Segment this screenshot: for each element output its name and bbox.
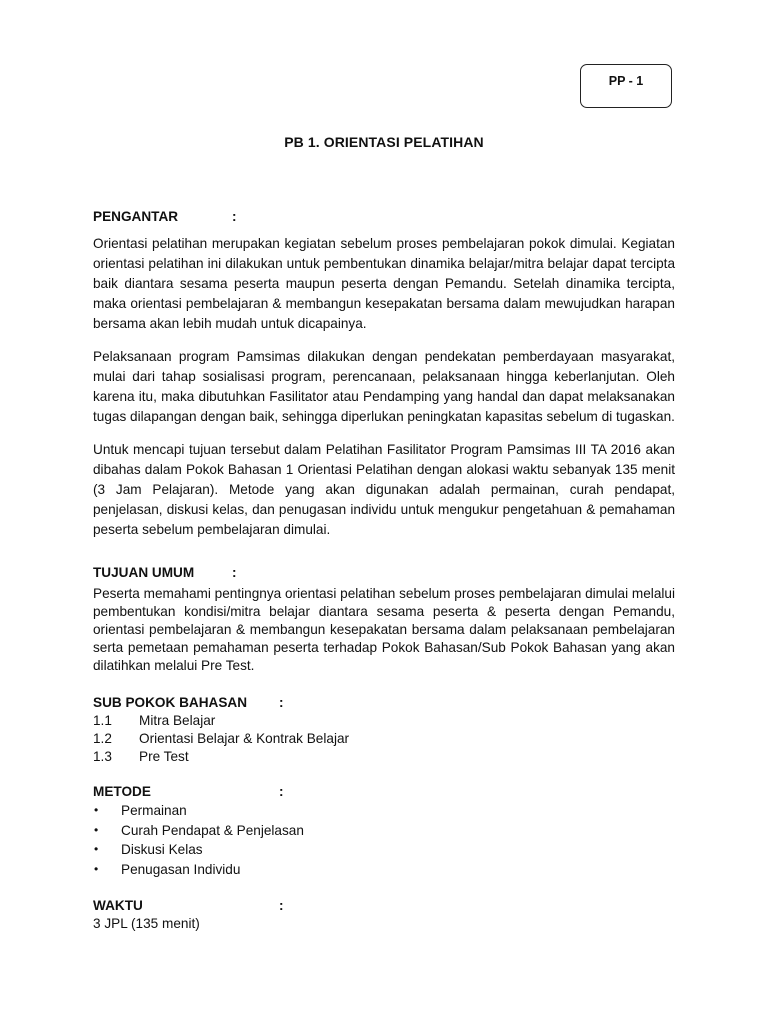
bullet-icon: • <box>94 822 99 837</box>
section-heading-waktu <box>93 897 675 915</box>
bullet-icon: • <box>94 861 99 876</box>
section-label: TUJUAN UMUM <box>93 565 195 580</box>
list-item-text: Orientasi Belajar & Kontrak Belajar <box>139 731 350 746</box>
paragraph-pengantar-2: Pelaksanaan program Pamsimas dilakukan dengan pendekatan pemberdayaan masyarakat, mulai dari tahap sosialisasi program, perencanaan, pelaksanaan hingga keberlanjutan. Oleh karena itu, maka dibutuhkan Fasilitator atau Pendamping yang handal dan dapat melaksanakan tugas dilapangan dengan baik, sehingga diperlukan peningkatan kapasitas sebelum di tugaskan. <box>93 349 675 424</box>
list-item <box>93 730 675 748</box>
list-item-number: 1.2 <box>93 731 112 746</box>
list-item <box>93 748 675 766</box>
paragraph-pengantar-3: Untuk mencapi tujuan tersebut dalam Pelatihan Fasilitator Program Pamsimas III TA 2016 akan dibahas dalam Pokok Bahasan 1 Orientasi Pelatihan dengan alokasi waktu sebanyak 135 menit (3 Jam Pelajaran). Metode yang akan digunakan adalah permainan, curah pendapat, penjelasan, diskusi kelas, dan penugasan individu untuk mengukur pengetahuan & pemahaman peserta sebelum pembelajaran dimulai. <box>93 442 675 537</box>
list-item <box>93 840 675 860</box>
section-label: PENGANTAR <box>93 209 179 224</box>
list-item-text: Permainan <box>121 803 187 818</box>
list-item-text: Penugasan Individu <box>121 861 241 877</box>
section-colon: : <box>232 565 237 580</box>
page-code-box <box>580 64 672 108</box>
section-heading-tujuan-umum <box>93 564 675 582</box>
section-label: METODE <box>93 784 151 799</box>
section-heading-pengantar <box>93 208 675 226</box>
metode-list <box>93 801 675 879</box>
list-item-text: Curah Pendapat & Penjelasan <box>121 822 304 838</box>
section-colon: : <box>232 209 237 224</box>
document-title: PB 1. ORIENTASI PELATIHAN <box>284 134 484 150</box>
list-item <box>93 801 675 821</box>
section-heading-sub-pokok-bahasan <box>93 694 675 712</box>
waktu-value: 3 JPL (135 menit) <box>93 916 200 931</box>
document-body <box>93 208 675 933</box>
section-heading-metode <box>93 783 675 801</box>
section-label: SUB POKOK BAHASAN <box>93 695 248 710</box>
list-item <box>93 821 675 841</box>
bullet-icon: • <box>94 842 99 856</box>
sub-pokok-bahasan-list <box>93 712 675 766</box>
list-item-number: 1.3 <box>93 749 112 764</box>
page-code: PP - 1 <box>608 74 644 88</box>
section-colon: : <box>279 695 284 710</box>
list-item <box>93 860 675 880</box>
paragraph-pengantar-1: Orientasi pelatihan merupakan kegiatan sebelum proses pembelajaran pokok dimulai. Kegiatan orientasi pelatihan ini dilakukan untuk pembentukan dinamika belajar/mitra belajar dapat tercipta baik diantara sesama peserta maupun peserta dengan Pemandu. Setelah dinamika tercipta, maka orientasi pembelajaran & membangun kesepakatan bersama dalam mewujudkan harapan bersama akan lebih mudah untuk dicapainya. <box>93 236 675 331</box>
list-item <box>93 712 675 730</box>
section-colon: : <box>279 898 284 913</box>
section-colon: : <box>279 784 284 799</box>
bullet-icon: • <box>94 803 99 817</box>
section-label: WAKTU <box>93 898 143 913</box>
list-item-text: Diskusi Kelas <box>121 842 203 857</box>
list-item-text: Mitra Belajar <box>139 713 216 728</box>
list-item-text: Pre Test <box>139 749 189 764</box>
list-item-number: 1.1 <box>93 713 112 728</box>
paragraph-tujuan-umum: Peserta memahami pentingnya orientasi pelatihan sebelum proses pembelajaran dimulai melalui pembentukan kondisi/mitra belajar diantara sesama peserta & peserta dengan Pemandu, orientasi pembelajaran & membangun kesepakatan bersama dalam pelaksanaan pembelajaran serta pemetaan pemahaman peserta terhadap Pokok Bahasan/Sub Pokok Bahasan yang akan dilatihkan melalui Pre Test. <box>93 586 675 673</box>
